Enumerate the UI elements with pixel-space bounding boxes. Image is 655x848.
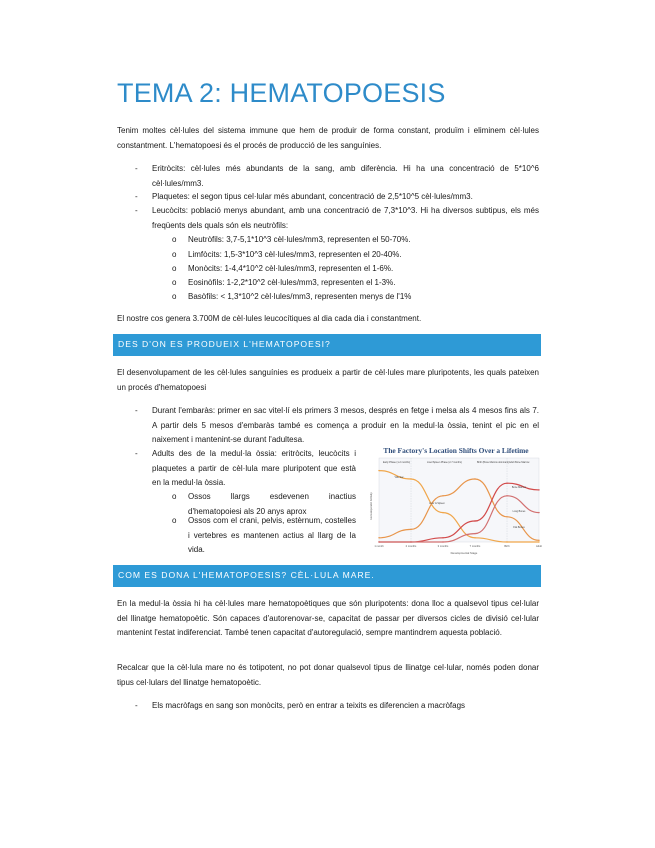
chart-annotation: Yolk Sac — [394, 476, 404, 479]
sub-list-item: Ossos com el crani, pelvis, estèrnum, costelles i vertebres es mantenen actius al llarg de la vida. — [188, 516, 356, 554]
chart-data-point — [442, 537, 443, 538]
circle-bullet: o — [172, 278, 177, 287]
chart-data-point — [474, 520, 475, 521]
chart-data-point — [538, 489, 539, 490]
sub-list-item: Ossos llargs esdevenen inactius d'hematopoiesi als 20 anys aprox — [188, 492, 356, 516]
chart-data-point — [378, 537, 379, 538]
circle-bullet: o — [172, 292, 177, 301]
section-banner — [113, 565, 541, 587]
chart-annotation: Liver/Spleen Phase (2-7 months) — [427, 461, 462, 464]
chart-x-tick-label: 2 months — [405, 545, 417, 548]
chart-data-point — [442, 541, 443, 542]
list-item: Leucòcits: població menys abundant, amb una concentració de 7,3*10^3. Hi ha diversos subtipus, els més freqüents dels quals són els neutròfils: — [152, 206, 539, 230]
circle-bullet: o — [172, 492, 177, 501]
paragraph: En la medul·la òssia hi ha cèl·lules mare hematopoètiques que són pluripotents: dona lloc a qualsevol tipus cel·lular del llinatge hematopoètic. Són capaces d'autorenovar-se, capacitat de passar per diversos cicles de divisió cel·lular mantenint l'estat indiferenciat. També tenen capacitat d'autoregulació, sempre mantindrem aquesta població. — [117, 599, 539, 637]
circle-bullet: o — [172, 235, 177, 244]
chart-data-point — [538, 512, 539, 513]
list-item: Durant l'embaràs: primer en sac vitel·lí els primers 3 mesos, després en fetge i melsa als 4 mesos fins als 7. A partir dels 5 mesos d'embaràs també es comença a produir en la medul·la òssia, tenint el pic en el naixement i mantenint-se durant l'adultesa. — [152, 406, 539, 444]
chart-data-point — [442, 495, 443, 496]
chart-annotation: Liver & Spleen — [429, 502, 445, 505]
sub-list-item: Limfòcits: 1,5-3*10^3 cèl·lules/mm3, representen el 20-40%. — [188, 250, 402, 259]
dash-bullet: - — [135, 192, 138, 201]
chart-x-tick-label: 7 months — [469, 545, 481, 548]
list-item: Eritròcits: cèl·lules més abundants de la sang, amb diferència. Hi ha una concentració de 5*10^6 cèl·lules/mm3. — [152, 164, 539, 188]
chart-data-point — [506, 483, 507, 484]
section-banner — [113, 334, 541, 356]
circle-bullet: o — [172, 264, 177, 273]
intro-paragraph: Tenim moltes cèl·lules del sistema immune que hem de produir de forma constant, produïm i eliminem cèl·lules constantment. L'hematopoesi és el procés de producció de les sanguínies. — [117, 126, 539, 150]
chart-data-point — [442, 512, 443, 513]
chart-data-point — [378, 470, 379, 471]
sub-list-item: Neutròfils: 3,7-5,1*10^3 cèl·lules/mm3, representen el 50-70%. — [188, 235, 411, 244]
dash-bullet: - — [135, 206, 138, 215]
dash-bullet: - — [135, 406, 138, 415]
chart-data-point — [474, 478, 475, 479]
hematopoiesis-chart — [369, 444, 543, 556]
chart-ticks-group — [374, 544, 542, 548]
paragraph: El desenvolupament de les cèl·lules sanguínies es produeix a partir de cèl·lules mare pluripotents, les quals pateixen un procés d'hematopoesi — [117, 368, 539, 392]
chart-x-tick-label: 1 month — [374, 545, 384, 548]
chart-x-tick-label: Birth — [504, 545, 510, 548]
chart-data-point — [378, 541, 379, 542]
dash-bullet: - — [135, 701, 138, 710]
circle-bullet: o — [172, 516, 177, 525]
paragraph: Recalcar que la cèl·lula mare no és totipotent, no pot donar qualsevol tipus de llinatge cel·lular, només poden donar tipus cel·lulars del llinatge hematopoètic. — [117, 663, 539, 687]
chart-x-tick-label: Adult — [536, 545, 542, 548]
chart-data-point — [538, 541, 539, 542]
chart-data-point — [410, 541, 411, 542]
section-heading: DES D'ON ES PRODUEIX L'HEMATOPOESI? — [118, 339, 331, 349]
list-item: Els macròfags en sang son monòcits, però en entrar a teixits es diferencien a macròfags — [152, 701, 466, 710]
chart-annotation: Long Bones — [512, 510, 526, 513]
chart-annotation: Birth (Bone Marrow dominant) — [477, 461, 509, 464]
chart-data-point — [410, 478, 411, 479]
sub-list-item: Monòcits: 1-4,4*10^2 cèl·lules/mm3, representen el 1-6%. — [188, 264, 394, 273]
chart-ylabel: Hematopoietic Activity — [369, 492, 373, 520]
chart-title: The Factory's Location Shifts Over a Lifetime — [383, 446, 529, 455]
sub-list-item: Eosinòfils: 1-2,2*10^2 cèl·lules/mm3, representen el 1-3%. — [188, 278, 396, 287]
chart-xlabel: Developmental Stage — [450, 551, 478, 555]
chart-annotation: Early Phase (1-2 months) — [383, 461, 411, 464]
chart-annotation: Adult Bone Marrow — [509, 461, 530, 464]
section-heading: COM ES DONA L'HEMATOPOESIS? CÈL·LULA MARE. — [118, 570, 375, 580]
chart-data-point — [474, 537, 475, 538]
chart-data-point — [506, 516, 507, 517]
chart-data-point — [410, 529, 411, 530]
page-title: TEMA 2: HEMATOPOESIS — [117, 78, 446, 108]
chart-annotation: Flat Bones — [513, 526, 525, 529]
chart-data-point — [538, 540, 539, 541]
sub-list-item: Basòfils: < 1,3*10^2 cèl·lules/mm3, representen menys de l'1% — [188, 292, 412, 301]
chart-data-point — [474, 533, 475, 534]
paragraph: El nostre cos genera 3.700M de cèl·lules leucocítiques al dia cada dia i constantment. — [117, 314, 422, 323]
chart-x-tick-label: 3 months — [437, 545, 449, 548]
chart-data-point — [506, 495, 507, 496]
chart-annotation: Bone Marrow — [511, 486, 527, 489]
chart-data-point — [506, 541, 507, 542]
list-item: Plaquetes: el segon tipus cel·lular més abundant, concentració de 2,5*10^5 cèl·lules/mm3. — [152, 192, 473, 201]
list-item: Adults des de la medul·la òssia: eritròcits, leucòcits i plaquetes a partir de cèl·lula mare pluripotent que està en la medul·la òssia. — [152, 449, 356, 487]
dash-bullet: - — [135, 449, 138, 458]
circle-bullet: o — [172, 250, 177, 259]
dash-bullet: - — [135, 164, 138, 173]
